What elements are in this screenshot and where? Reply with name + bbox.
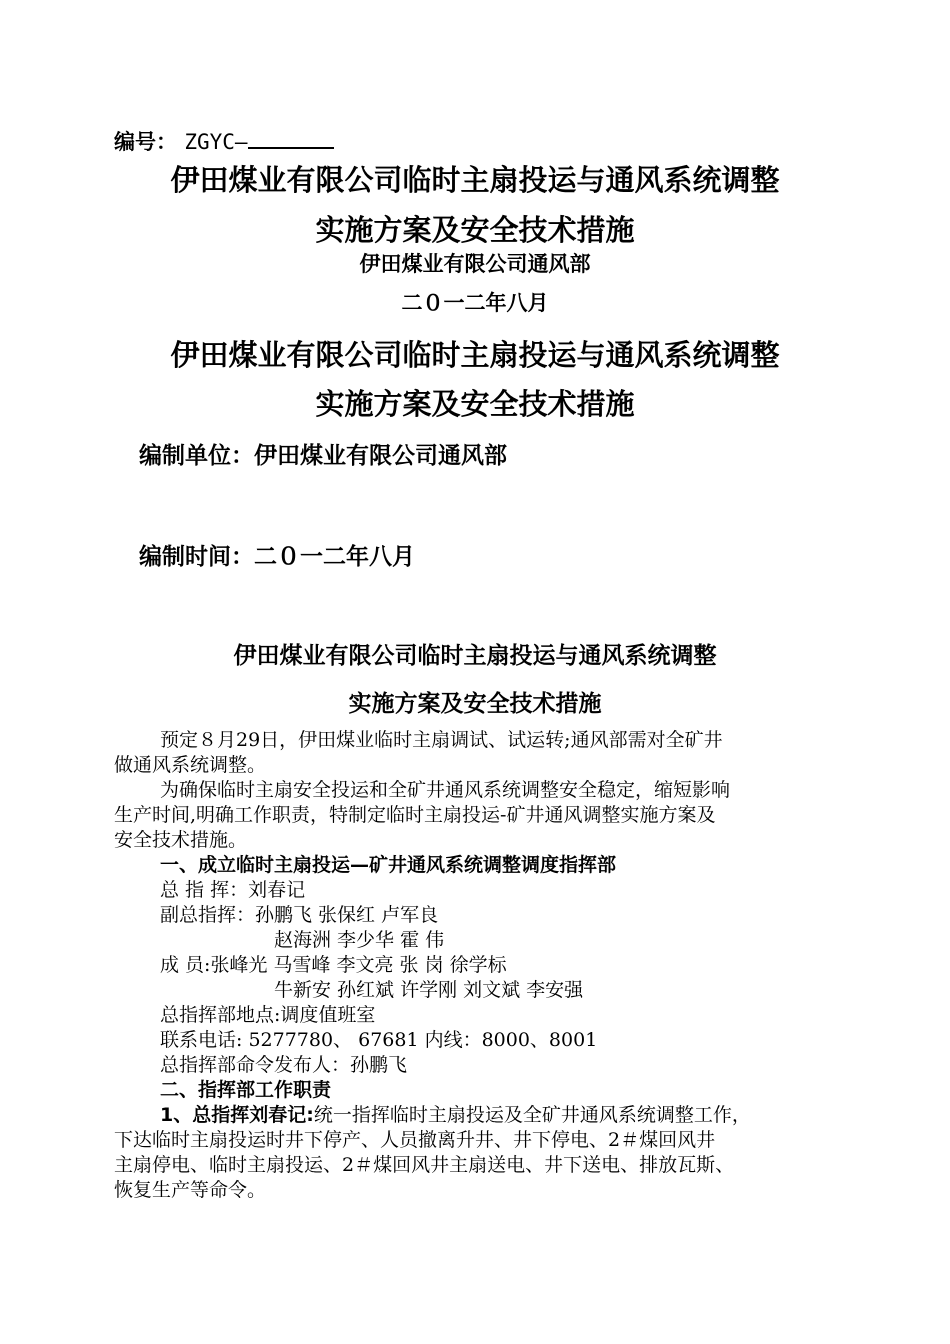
commander-line: 总 指 挥：刘春记 [160, 879, 306, 901]
vice-commander-line1: 副总指挥：孙鹏飞 张保红 卢军良 [160, 904, 439, 926]
cover-title-line1: 伊田煤业有限公司临时主扇投运与通风系统调整 [170, 163, 780, 197]
members-line1: 成 员:张峰光 马雪峰 李文亮 张 岗 徐学标 [160, 954, 507, 976]
section2-heading: 二、指挥部工作职责 [160, 1079, 332, 1101]
cover-date: 二０一二年八月 [401, 291, 549, 315]
duty1-text: 统一指挥临时主扇投运及全矿井通风系统调整工作， [313, 1104, 751, 1126]
issuer-line: 总指挥部命令发布人：孙鹏飞 [160, 1054, 408, 1076]
body-title-line1: 伊田煤业有限公司临时主扇投运与通风系统调整 [233, 643, 717, 669]
second-title-line2: 实施方案及安全技术措施 [315, 387, 635, 421]
serial-label: 编号： [114, 130, 177, 154]
members-line2: 牛新安 孙红斌 许学刚 刘文斌 李安强 [274, 979, 584, 1001]
serial-value: ZGYC— [184, 130, 248, 154]
compile-time: 编制时间：二０一二年八月 [139, 544, 415, 570]
para1-line2: 做通风系统调整。 [114, 754, 267, 776]
serial-blank [248, 129, 334, 149]
cover-title-line2: 实施方案及安全技术措施 [315, 213, 635, 247]
duty1-line3: 主扇停电、临时主扇投运、2＃煤回风井主扇送电、井下送电、排放瓦斯、 [114, 1154, 735, 1176]
compile-unit: 编制单位：伊田煤业有限公司通风部 [139, 443, 507, 469]
duty1-lead: 1、总指挥刘春记: [160, 1104, 314, 1126]
para2-line3: 安全技术措施。 [114, 829, 248, 851]
vice-commander-line2: 赵海洲 李少华 霍 伟 [274, 929, 445, 951]
cover-dept: 伊田煤业有限公司通风部 [359, 252, 591, 276]
duty1-line4: 恢复生产等命令。 [114, 1179, 267, 1201]
para2-line2: 生产时间,明确工作职责，特制定临时主扇投运-矿井通风调整实施方案及 [114, 804, 716, 826]
section1-heading: 一、成立临时主扇投运—矿井通风系统调整调度指挥部 [160, 854, 617, 876]
para2-line1: 为确保临时主扇安全投运和全矿井通风系统调整安全稳定，缩短影响 [160, 779, 731, 801]
phone-line: 联系电话: 5277780、 67681 内线：8000、8001 [160, 1029, 598, 1051]
second-title-line1: 伊田煤业有限公司临时主扇投运与通风系统调整 [170, 338, 780, 372]
duty1-line1 [160, 1100, 751, 1127]
duty1-line2: 下达临时主扇投运时井下停产、人员撤离升井、井下停电、2＃煤回风井 [114, 1129, 716, 1151]
location-line: 总指挥部地点:调度值班室 [160, 1004, 376, 1026]
body-title-line2: 实施方案及安全技术措施 [348, 691, 602, 717]
para1-line1: 预定８月29日，伊田煤业临时主扇调试、试运转;通风部需对全矿井 [160, 729, 723, 751]
serial-number [114, 126, 334, 156]
